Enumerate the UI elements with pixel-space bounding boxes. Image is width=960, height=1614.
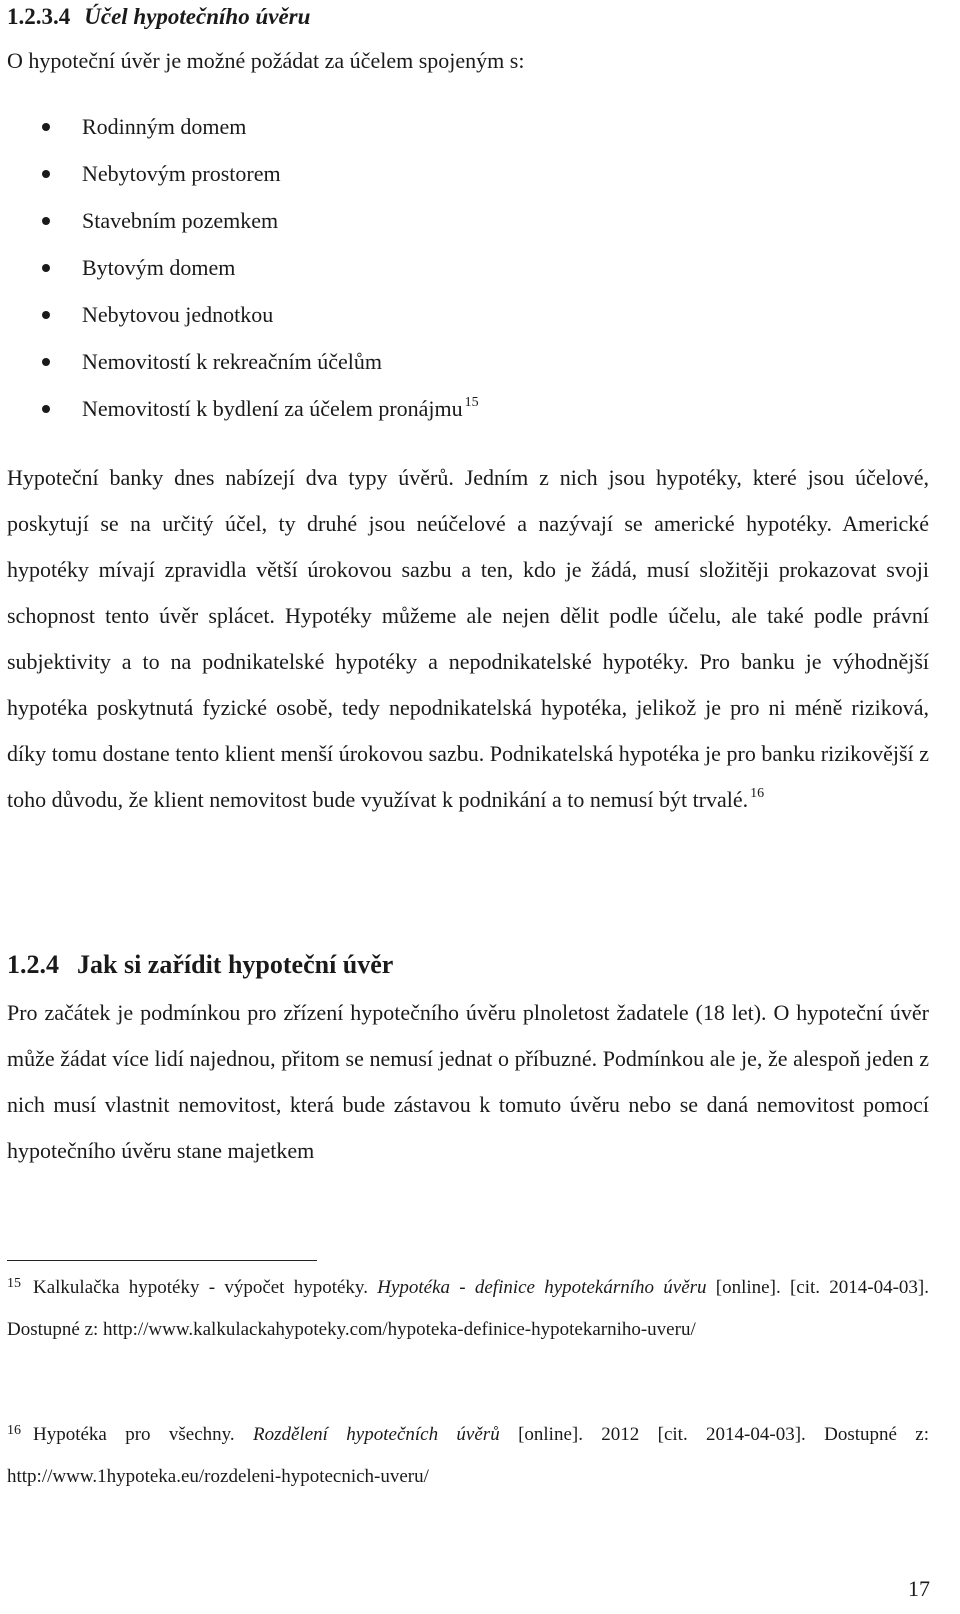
bullet-icon <box>42 123 50 131</box>
bullet-icon <box>42 405 50 413</box>
section-number: 1.2.3.4 <box>7 4 71 29</box>
bullet-icon <box>42 217 50 225</box>
bullet-icon <box>42 311 50 319</box>
section-title: Účel hypotečního úvěru <box>84 4 311 29</box>
paragraph-mortgage-types: Hypoteční banky dnes nabízejí dva typy úvěrů. Jedním z nich jsou hypotéky, které jsou účelové, poskytují se na určitý účel, ty druhé jsou neúčelové a nazývají se americké hypotéky. Americké hypotéky mívají zpravidla větší úrokovou sazbu a ten, kdo je žádá, musí složitěji prokazovat svoji schopnost tento úvěr splácet. Hypotéky můžeme ale nejen dělit podle účelu, ale také podle právní subjektivity a to na podnikatelské hypotéky a nepodnikatelské hypotéky. Pro banku je výhodnější hypotéka poskytnutá fyzické osobě, tedy nepodnikatelská hypotéka, jelikož je pro ni méně riziková, díky tomu dostane tento klient menší úrokovou sazbu. Podnikatelská hypotéka je pro banku rizikovější z toho důvodu, že klient nemovitost bude využívat k podnikání a to nemusí být trvalé. $^{16}$ <box>7 465 929 812</box>
list-item: Nebytovým prostorem <box>42 157 479 204</box>
section-number: 1.2.4 <box>7 950 59 979</box>
footnote-ref-15[interactable]: 15 <box>464 395 479 410</box>
section-heading-1-2-3-4 <box>7 0 310 34</box>
bullet-icon <box>42 358 50 366</box>
list-item: Nemovitostí k bydlení za účelem pronájmu $^{15}$ <box>42 392 479 439</box>
intro-sentence: O hypoteční úvěr je možné požádat za účelem spojeným s: <box>7 48 525 73</box>
list-item: Rodinným domem <box>42 110 479 157</box>
footnote-15: $^{15}$ Kalkulačka hypotéky - výpočet hypotéky. Hypotéka - definice hypotekárního úvěru [online]. [cit. 2014-04-03]. Dostupné z: http://www.kalkulackahypoteky.com/hypoteka-definice-hypotekarniho-uveru/ <box>7 1276 930 1340</box>
section-heading-1-2-4 <box>7 945 393 985</box>
section-title: Jak si zařídit hypoteční úvěr <box>77 950 394 979</box>
list-item: Bytovým domem <box>42 251 479 298</box>
footnote-16: $^{16}$ Hypotéka pro všechny. Rozdělení hypotečních úvěrů [online]. 2012 [cit. 2014-04-03]. Dostupné z: http://www.1hypoteka.eu/rozdeleni-hypotecnich-uveru/ <box>7 1423 930 1487</box>
footnote-number: 15 <box>7 1276 21 1291</box>
purpose-list <box>42 110 479 439</box>
list-item: Nemovitostí k rekreačním účelům <box>42 345 479 392</box>
footnote-number: 16 <box>7 1423 21 1438</box>
bullet-icon <box>42 264 50 272</box>
paragraph-how-to-arrange: Pro začátek je podmínkou pro zřízení hypotečního úvěru plnoletost žadatele (18 let). O hypoteční úvěr může žádat více lidí najednou, přitom se nemusí jednat o příbuzné. Podmínkou ale je, že alespoň jeden z nich musí vlastnit nemovitost, která bude zástavou k tomuto úvěru nebo se daná nemovitost pomocí hypotečního úvěru stane majetkem <box>7 1000 929 1163</box>
footnote-divider <box>7 1260 317 1261</box>
page-number: 17 <box>908 1576 930 1601</box>
bullet-icon <box>42 170 50 178</box>
list-item: Nebytovou jednotkou <box>42 298 479 345</box>
footnote-ref-16[interactable]: 16 <box>750 786 765 801</box>
list-item: Stavebním pozemkem <box>42 204 479 251</box>
